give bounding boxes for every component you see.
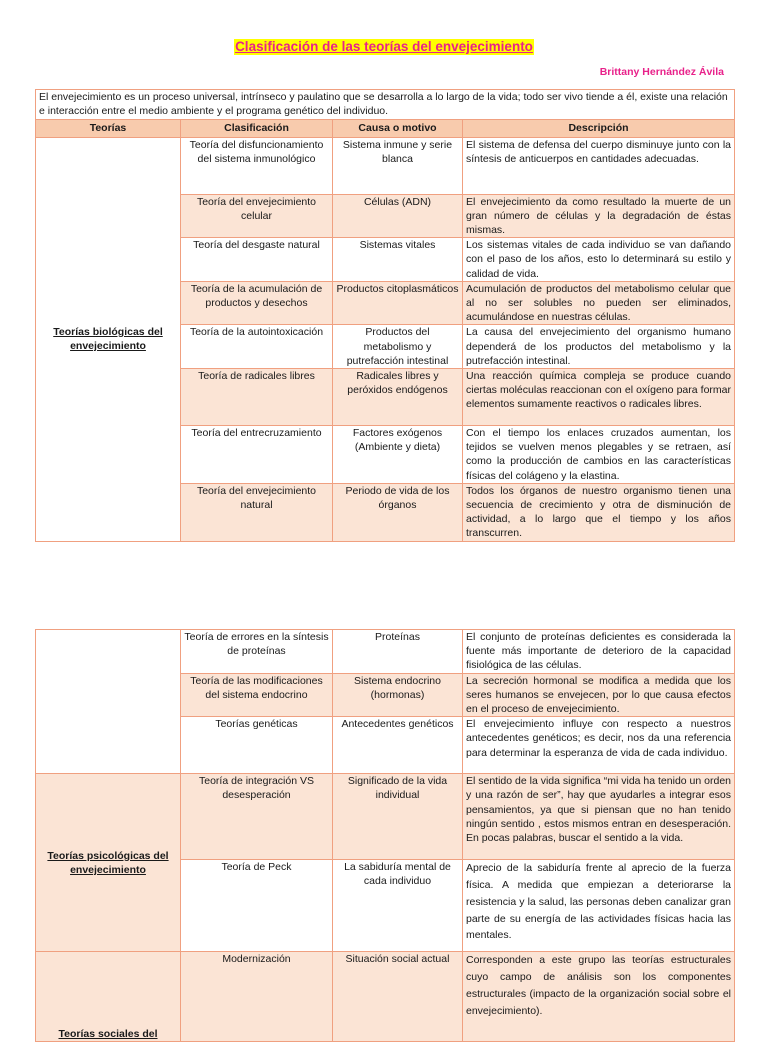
intro-row bbox=[36, 90, 735, 120]
cell-causa: Productos del metabolismo y putrefacción intestinal bbox=[333, 325, 463, 369]
category-social bbox=[36, 952, 181, 1042]
category-biological: Teorías biológicas del envejecimiento bbox=[36, 137, 181, 541]
cell-clasificacion: Teoría de la acumulación de productos y desechos bbox=[181, 281, 333, 325]
cell-descripcion: Aprecio de la sabiduría frente al aprecio de la fuerza física. A medida que empiezan a deteriorarse la resistencia y la salud, las personas deben canalizar gran parte de su energía de las actividades físicas hacia las mentales. bbox=[463, 860, 735, 952]
header-descripcion: Descripción bbox=[463, 120, 735, 137]
category-psychological: Teorías psicológicas del envejecimiento bbox=[36, 774, 181, 952]
cell-causa: Periodo de vida de los órganos bbox=[333, 483, 463, 541]
cell-clasificacion: Teorías genéticas bbox=[181, 717, 333, 774]
cell-descripcion: Con el tiempo los enlaces cruzados aumentan, los tejidos se vuelven menos plegables y se retraen, así como la producción de cambios en las características físicas del colágeno y la elastina. bbox=[463, 426, 735, 484]
cell-descripcion: Corresponden a este grupo las teorías estructurales cuyo campo de análisis son los componentes estructurales (impacto de la organización social sobre el envejecimiento). bbox=[463, 952, 735, 1042]
cell-causa: Situación social actual bbox=[333, 952, 463, 1042]
table-row bbox=[36, 137, 735, 194]
header-causa: Causa o motivo bbox=[333, 120, 463, 137]
category-social-label: Teorías sociales del bbox=[58, 1028, 158, 1041]
cell-descripcion: El envejecimiento influye con respecto a nuestros antecedentes genéticos; es decir, nos da una referencia para determinar la esperanza de vida de cada individuo. bbox=[463, 717, 735, 774]
cell-clasificacion: Teoría del desgaste natural bbox=[181, 238, 333, 282]
header-clasificacion: Clasificación bbox=[181, 120, 333, 137]
cell-causa: Factores exógenos (Ambiente y dieta) bbox=[333, 426, 463, 484]
cell-descripcion: El conjunto de proteínas deficientes es considerada la fuente más importante de deterioro de la capacidad fisiológica de las células. bbox=[463, 630, 735, 674]
table-row bbox=[36, 630, 735, 674]
cell-clasificacion: Teoría del entrecruzamiento bbox=[181, 426, 333, 484]
cell-clasificacion: Teoría de la autointoxicación bbox=[181, 325, 333, 369]
cell-clasificacion: Teoría de radicales libres bbox=[181, 369, 333, 426]
table-row bbox=[36, 952, 735, 1042]
cell-causa: La sabiduría mental de cada individuo bbox=[333, 860, 463, 952]
cell-descripcion: El sistema de defensa del cuerpo disminuye junto con la síntesis de anticuerpos en cantidades adecuadas. bbox=[463, 137, 735, 194]
cell-clasificacion: Teoría de integración VS desesperación bbox=[181, 774, 333, 860]
cell-clasificacion: Teoría del envejecimiento natural bbox=[181, 483, 333, 541]
cell-descripcion: Una reacción química compleja se produce cuando ciertas moléculas reaccionan con el oxígeno para formar elementos sumamente reactivos o radicales libres. bbox=[463, 369, 735, 426]
cell-descripcion: Los sistemas vitales de cada individuo se van dañando con el paso de los años, esto lo determinará su estilo y calidad de vida. bbox=[463, 238, 735, 282]
cell-clasificacion: Teoría del disfuncionamiento del sistema inmunológico bbox=[181, 137, 333, 194]
table-row bbox=[36, 774, 735, 860]
cell-descripcion: Acumulación de productos del metabolismo celular que al no ser solubles no pueden ser eliminados, acumulándose en nuestras células. bbox=[463, 281, 735, 325]
cell-descripcion: El sentido de la vida significa “mi vida ha tenido un orden y una razón de ser”, hay que ayudarles a integrar esos pensamientos, ya que si piensan que no han tenido ningún sentido , estos mismos entran en desesperación. En pocas palabras, buscar el sentido a la vida. bbox=[463, 774, 735, 860]
cell-clasificacion: Teoría de Peck bbox=[181, 860, 333, 952]
cell-descripcion: La causa del envejecimiento del organismo humano dependerá de los productos del metabolismo y la putrefacción intestinal. bbox=[463, 325, 735, 369]
theories-table-part2 bbox=[35, 629, 735, 1042]
cell-causa: Significado de la vida individual bbox=[333, 774, 463, 860]
header-row bbox=[36, 120, 735, 137]
cell-clasificacion: Teoría de las modificaciones del sistema endocrino bbox=[181, 673, 333, 717]
cell-causa: Antecedentes genéticos bbox=[333, 717, 463, 774]
theories-table-part1 bbox=[35, 89, 735, 542]
cell-descripcion: Todos los órganos de nuestro organismo tienen una secuencia de crecimiento y otra de disminución de actividad, a lo largo que el tiempo y los años transcurren. bbox=[463, 483, 735, 541]
category-biological-continued bbox=[36, 630, 181, 774]
document-title: Clasificación de las teorías del envejecimiento bbox=[235, 39, 533, 54]
cell-causa: Sistema inmune y serie blanca bbox=[333, 137, 463, 194]
cell-clasificacion: Teoría de errores en la síntesis de proteínas bbox=[181, 630, 333, 674]
cell-causa: Sistema endocrino (hormonas) bbox=[333, 673, 463, 717]
cell-causa: Células (ADN) bbox=[333, 194, 463, 238]
cell-causa: Sistemas vitales bbox=[333, 238, 463, 282]
cell-causa: Proteínas bbox=[333, 630, 463, 674]
cell-causa: Radicales libres y peróxidos endógenos bbox=[333, 369, 463, 426]
header-teorias: Teorías bbox=[36, 120, 181, 137]
cell-causa: Productos citoplasmáticos bbox=[333, 281, 463, 325]
intro-text: El envejecimiento es un proceso universal, intrínseco y paulatino que se desarrolla a lo largo de la vida; todo ser vivo tiende a él, existe una relación e interacción entre el medio ambiente y el programa genético del individuo. bbox=[36, 90, 735, 120]
author-name: Brittany Hernández Ávila bbox=[599, 66, 724, 78]
cell-clasificacion: Modernización bbox=[181, 952, 333, 1042]
cell-descripcion: La secreción hormonal se modifica a medida que los seres humanos se envejecen, por lo que causa efectos en el proceso de envejecimiento. bbox=[463, 673, 735, 717]
cell-descripcion: El envejecimiento da como resultado la muerte de un gran número de células y la degradación de éstas mismas. bbox=[463, 194, 735, 238]
cell-clasificacion: Teoría del envejecimiento celular bbox=[181, 194, 333, 238]
